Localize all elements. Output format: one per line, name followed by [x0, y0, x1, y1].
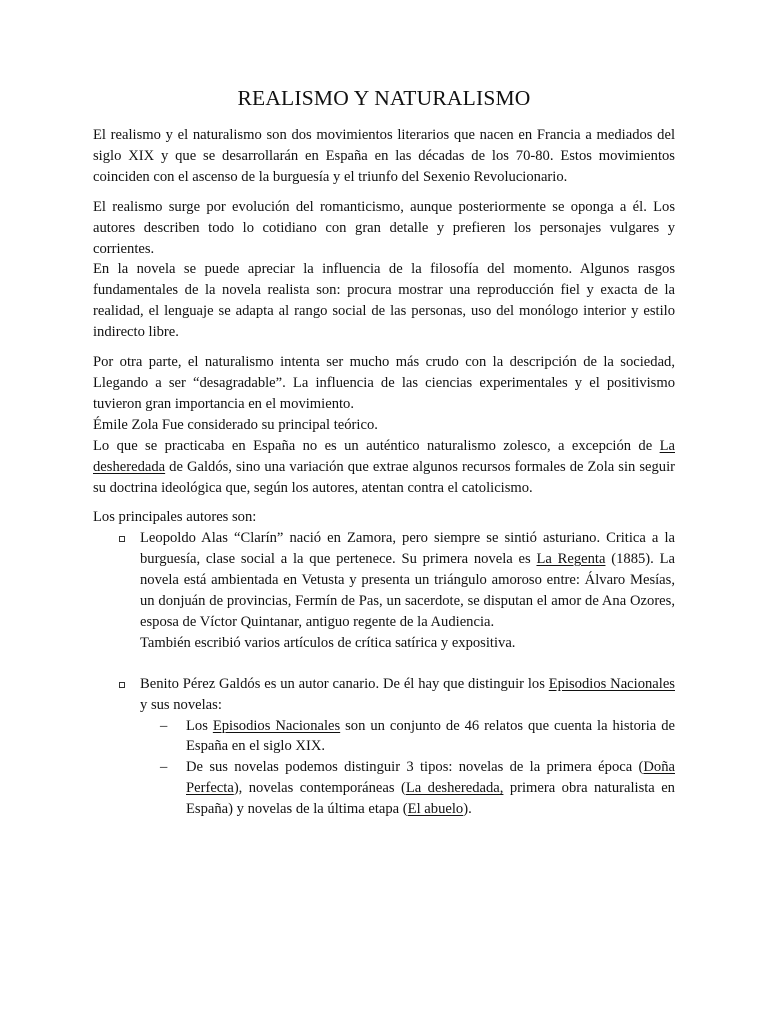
paragraph-realism-origin: El realismo surge por evolución del romanticismo, aunque posteriormente se oponga a él. Los autores describen todo lo cotidiano con gran detalle y prefieren los personajes vulgares y corrientes.: [93, 198, 675, 257]
text-segment: y sus novelas:: [140, 696, 222, 713]
text-segment: ).: [463, 801, 472, 818]
text-segment: ), novelas contemporáneas (: [233, 780, 406, 797]
paragraph-zola: Émile Zola Fue considerado su principal teórico.: [93, 416, 378, 433]
paragraph-spain-naturalism: [93, 436, 675, 499]
book-title-el-abuelo: El abuelo: [407, 801, 464, 818]
book-title-la-desheredada: La desheredada: [93, 437, 675, 475]
book-title-la-regenta: La Regenta: [536, 551, 606, 568]
authors-list-2: [93, 674, 675, 820]
author-item-clarin: [140, 528, 675, 653]
text-segment: primera obra naturalista en España) y novelas de la última etapa (: [186, 780, 675, 818]
text-segment: (1885). La novela está ambientada en Vetusta y presenta un triángulo amoroso entre: Álvaro Mesías, un donjuán de provincias, Fermín de Pas, un sacerdote, se disputan el amor de Ana Ozores, esposa de Víctor Quintanar, antiguo regente de la Audiencia.: [140, 551, 675, 630]
book-title-la-desheredada-2: La desheredada,: [405, 780, 504, 797]
document-title: REALISMO Y NATURALISMO: [237, 86, 531, 110]
book-title-dona-perfecta: Doña Perfecta: [186, 759, 675, 797]
text-segment: De sus novelas podemos distinguir 3 tipos: novelas de la primera época (: [186, 759, 644, 776]
book-title-episodios-nacionales-2: Episodios Nacionales: [212, 717, 341, 734]
galdos-sub-item-episodios: [186, 716, 675, 758]
clarin-extra: También escribió varios artículos de crítica satírica y expositiva.: [140, 634, 516, 651]
text-segment: Benito Pérez Galdós es un autor canario. De él hay que distinguir los: [140, 675, 549, 692]
text-segment: Lo que se practicaba en España no es un auténtico naturalismo zolesco, a excepción de: [93, 437, 660, 454]
paragraph-realism-novel: En la novela se puede apreciar la influencia de la filosofía del momento. Algunos rasgos fundamentales de la novela realista son: procura mostrar una reproducción fiel y exacta de la realidad, el lenguaje se adapta al rango social de las personas, uso del monólogo interior y estilo indirecto libre.: [93, 261, 675, 341]
text-segment: Leopoldo Alas “Clarín” nació en Zamora, pero siempre se sintió asturiano. Critica a la burguesía, clase social a la que pertenece. Su primera novela es: [140, 530, 675, 568]
authors-list: [93, 528, 675, 653]
galdos-sublist: [140, 716, 675, 821]
paragraph-intro: El realismo y el naturalismo son dos movimientos literarios que nacen en Francia a mediados del siglo XIX y que se desarrollarán en España en las décadas de los 70-80. Estos movimientos coinciden con el ascenso de la burguesía y el triunfo del Sexenio Revolucionario.: [93, 127, 675, 185]
text-segment: son un conjunto de 46 relatos que cuenta la historia de España en el siglo XIX.: [186, 717, 675, 755]
list-spacer: [93, 654, 675, 674]
text-segment: Los: [186, 717, 213, 734]
galdos-sub-item-novelas: [186, 757, 675, 820]
book-title-episodios-nacionales: Episodios Nacionales: [548, 675, 675, 692]
paragraph-naturalism: Por otra parte, el naturalismo intenta ser mucho más crudo con la descripción de la sociedad, Llegando a ser “desagradable”. La influencia de las ciencias experimentales y el positivismo tuvieron gran importancia en el movimiento.: [93, 354, 675, 412]
author-item-galdos: [140, 674, 675, 820]
authors-intro: Los principales autores son:: [93, 509, 257, 526]
text-segment: de Galdós, sino una variación que extrae algunos recursos formales de Zola sin seguir su doctrina ideológica que, según los autores, atentan contra el catolicismo.: [93, 458, 675, 496]
